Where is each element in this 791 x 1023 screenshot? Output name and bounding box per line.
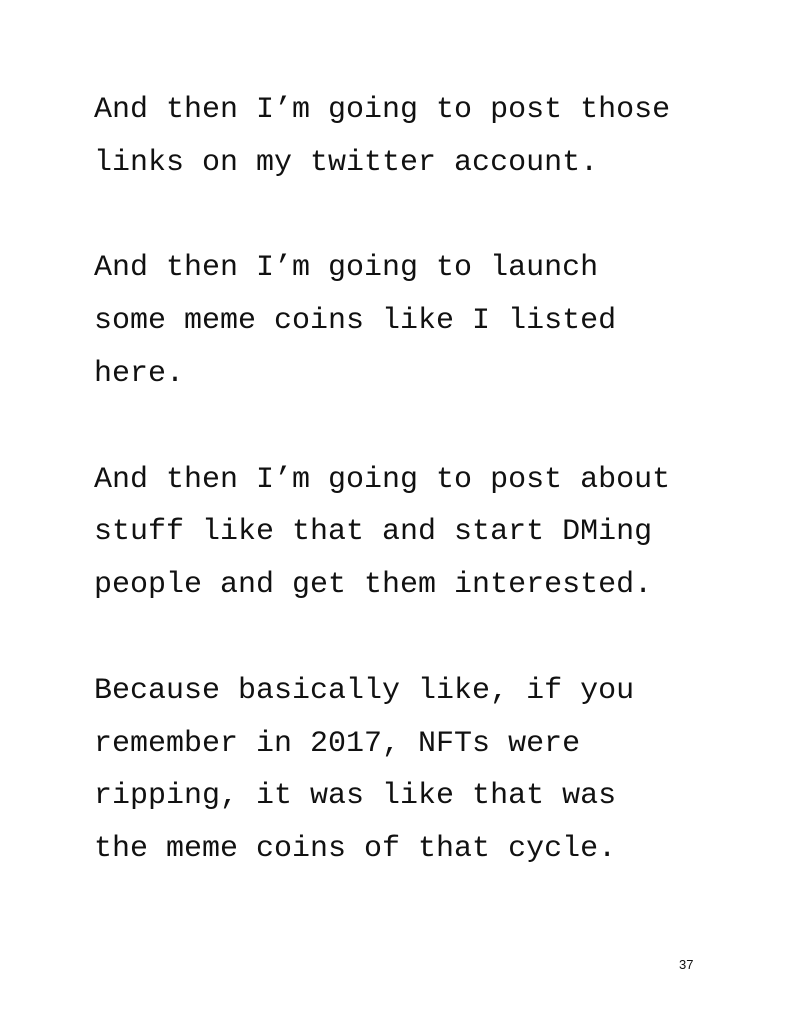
paragraph-1 (94, 84, 744, 190)
text-line: people and get them interested. (94, 568, 653, 603)
page-number: 37 (679, 957, 694, 972)
text-line: the meme coins of that cycle. (94, 832, 617, 867)
text-line: stuff like that and start DMing (94, 515, 653, 550)
text-line: some meme coins like I listed (94, 304, 617, 339)
text-line: links on my twitter account. (94, 145, 599, 180)
text-line: ripping, it was like that was (94, 779, 617, 814)
text-line: And then I’m going to launch (94, 251, 599, 286)
text-line: here. (94, 356, 185, 391)
paragraph-4 (94, 665, 744, 876)
text-line: remember in 2017, NFTs were (94, 726, 581, 761)
text-line: And then I’m going to post about (94, 462, 671, 497)
text-line: Because basically like, if you (94, 673, 635, 708)
text-line: And then I’m going to post those (94, 93, 671, 127)
paragraph-3 (94, 454, 744, 612)
paragraph-2 (94, 242, 744, 400)
page-body (94, 84, 744, 929)
